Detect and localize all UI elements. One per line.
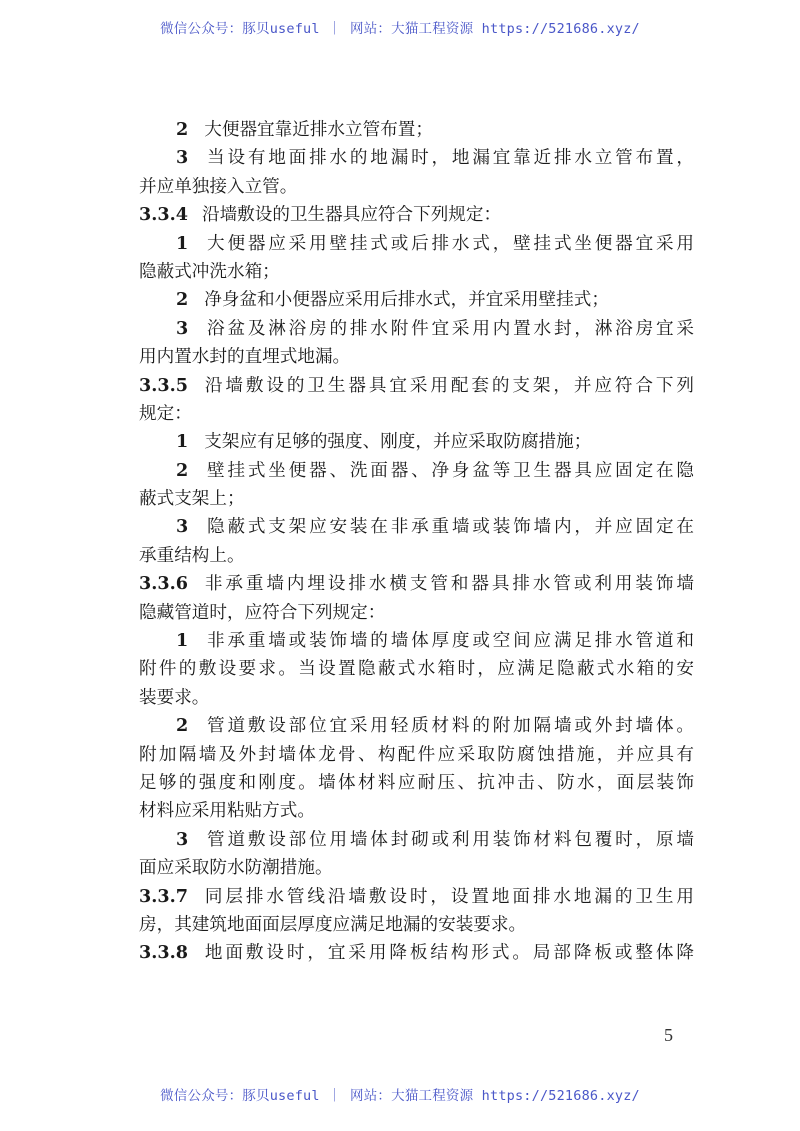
item-line	[139, 826, 694, 854]
line-text: 规定：	[139, 403, 192, 424]
continuation-line	[139, 343, 694, 371]
section-number: 3.3.5	[139, 374, 188, 396]
section-number: 3.3.4	[139, 204, 188, 226]
item-line	[139, 627, 694, 655]
continuation-line	[139, 655, 694, 683]
line-text: 同层排水管线沿墙敷设时，设置地面排水地漏的卫生用	[201, 886, 694, 907]
continuation-line	[139, 173, 694, 201]
line-text: 并应单独接入立管。	[139, 176, 298, 197]
continuation-line	[139, 258, 694, 286]
item-number: 3	[176, 516, 189, 538]
item-line	[139, 286, 694, 314]
item-line	[139, 513, 694, 541]
line-text: 承重结构上。	[139, 545, 245, 566]
section-number: 3.3.6	[139, 573, 188, 595]
watermark-top: 微信公众号：豚贝useful ｜ 网站：大猫工程资源 https://521686.xyz/	[160, 21, 640, 37]
line-text: 隐蔽式冲洗水箱；	[139, 261, 280, 282]
continuation-line	[139, 542, 694, 570]
line-text: 净身盆和小便器应采用后排水式，并宜采用壁挂式；	[204, 290, 609, 311]
continuation-line	[139, 599, 694, 627]
item-line	[139, 230, 694, 258]
line-text: 非承重墙内埋设排水横支管和器具排水管或利用装饰墙	[201, 574, 694, 595]
line-text: 非承重墙或装饰墙的墙体厚度或空间应满足排水管道和	[204, 631, 694, 652]
document-body	[139, 116, 694, 968]
line-text: 地面敷设时，宜采用降板结构形式。局部降板或整体降	[201, 943, 694, 964]
continuation-line	[139, 400, 694, 428]
line-text: 用内置水封的直埋式地漏。	[139, 347, 351, 368]
continuation-line	[139, 797, 694, 825]
line-text: 隐藏管道时，应符合下列规定：	[139, 602, 386, 623]
item-line	[139, 144, 694, 172]
line-text: 壁挂式坐便器、洗面器、净身盆等卫生器具应固定在隐	[204, 460, 694, 481]
item-number: 1	[176, 232, 189, 254]
section-line	[139, 201, 694, 229]
continuation-line	[139, 485, 694, 513]
continuation-line	[139, 911, 694, 939]
line-text: 支架应有足够的强度、刚度，并应采取防腐措施；	[204, 432, 592, 453]
line-text: 房，其建筑地面面层厚度应满足地漏的安装要求。	[139, 914, 527, 935]
line-text: 附加隔墙及外封墙体龙骨、构配件应采取防腐蚀措施，并应具有	[139, 744, 694, 765]
page-number: 5	[664, 1025, 673, 1045]
continuation-line	[139, 684, 694, 712]
line-text: 管道敷设部位用墙体封砌或利用装饰材料包覆时，原墙	[204, 829, 694, 850]
item-number: 3	[176, 317, 189, 339]
item-line	[139, 116, 694, 144]
line-text: 蔽式支架上；	[139, 489, 245, 510]
item-line	[139, 428, 694, 456]
item-number: 1	[176, 431, 189, 453]
watermark-bottom: 微信公众号：豚贝useful ｜ 网站：大猫工程资源 https://521686.xyz/	[160, 1088, 640, 1104]
item-number: 1	[176, 630, 189, 652]
item-number: 2	[176, 459, 189, 481]
section-number: 3.3.8	[139, 942, 188, 964]
line-text: 面应采取防水防潮措施。	[139, 858, 333, 879]
continuation-line	[139, 769, 694, 797]
continuation-line	[139, 854, 694, 882]
line-text: 大便器应采用壁挂式或后排水式，壁挂式坐便器宜采用	[204, 233, 694, 254]
line-text: 当设有地面排水的地漏时，地漏宜靠近排水立管布置，	[204, 148, 694, 169]
line-text: 装要求。	[139, 687, 210, 708]
item-line	[139, 457, 694, 485]
item-number: 3	[176, 147, 189, 169]
line-text: 浴盆及淋浴房的排水附件宜采用内置水封，淋浴房宜采	[204, 318, 694, 339]
line-text: 大便器宜靠近排水立管布置；	[204, 120, 433, 140]
line-text: 隐蔽式支架应安装在非承重墙或装饰墙内，并应固定在	[204, 517, 694, 538]
line-text: 足够的强度和刚度。墙体材料应耐压、抗冲击、防水，面层装饰	[139, 772, 694, 793]
section-line	[139, 570, 694, 598]
section-line	[139, 883, 694, 911]
item-number: 3	[176, 828, 189, 850]
item-number: 2	[176, 289, 189, 311]
line-text: 管道敷设部位宜采用轻质材料的附加隔墙或外封墙体。	[204, 716, 694, 737]
line-text: 沿墙敷设的卫生器具宜采用配套的支架，并应符合下列	[201, 375, 694, 396]
item-number: 2	[176, 119, 189, 140]
item-number: 2	[176, 715, 189, 737]
line-text: 附件的敷设要求。当设置隐蔽式水箱时，应满足隐蔽式水箱的安	[139, 659, 694, 680]
item-line	[139, 315, 694, 343]
section-line	[139, 372, 694, 400]
line-text: 沿墙敷设的卫生器具应符合下列规定：	[201, 205, 502, 226]
section-number: 3.3.7	[139, 885, 188, 907]
item-line	[139, 712, 694, 740]
continuation-line	[139, 741, 694, 769]
section-line	[139, 939, 694, 967]
line-text: 材料应采用粘贴方式。	[139, 801, 315, 822]
